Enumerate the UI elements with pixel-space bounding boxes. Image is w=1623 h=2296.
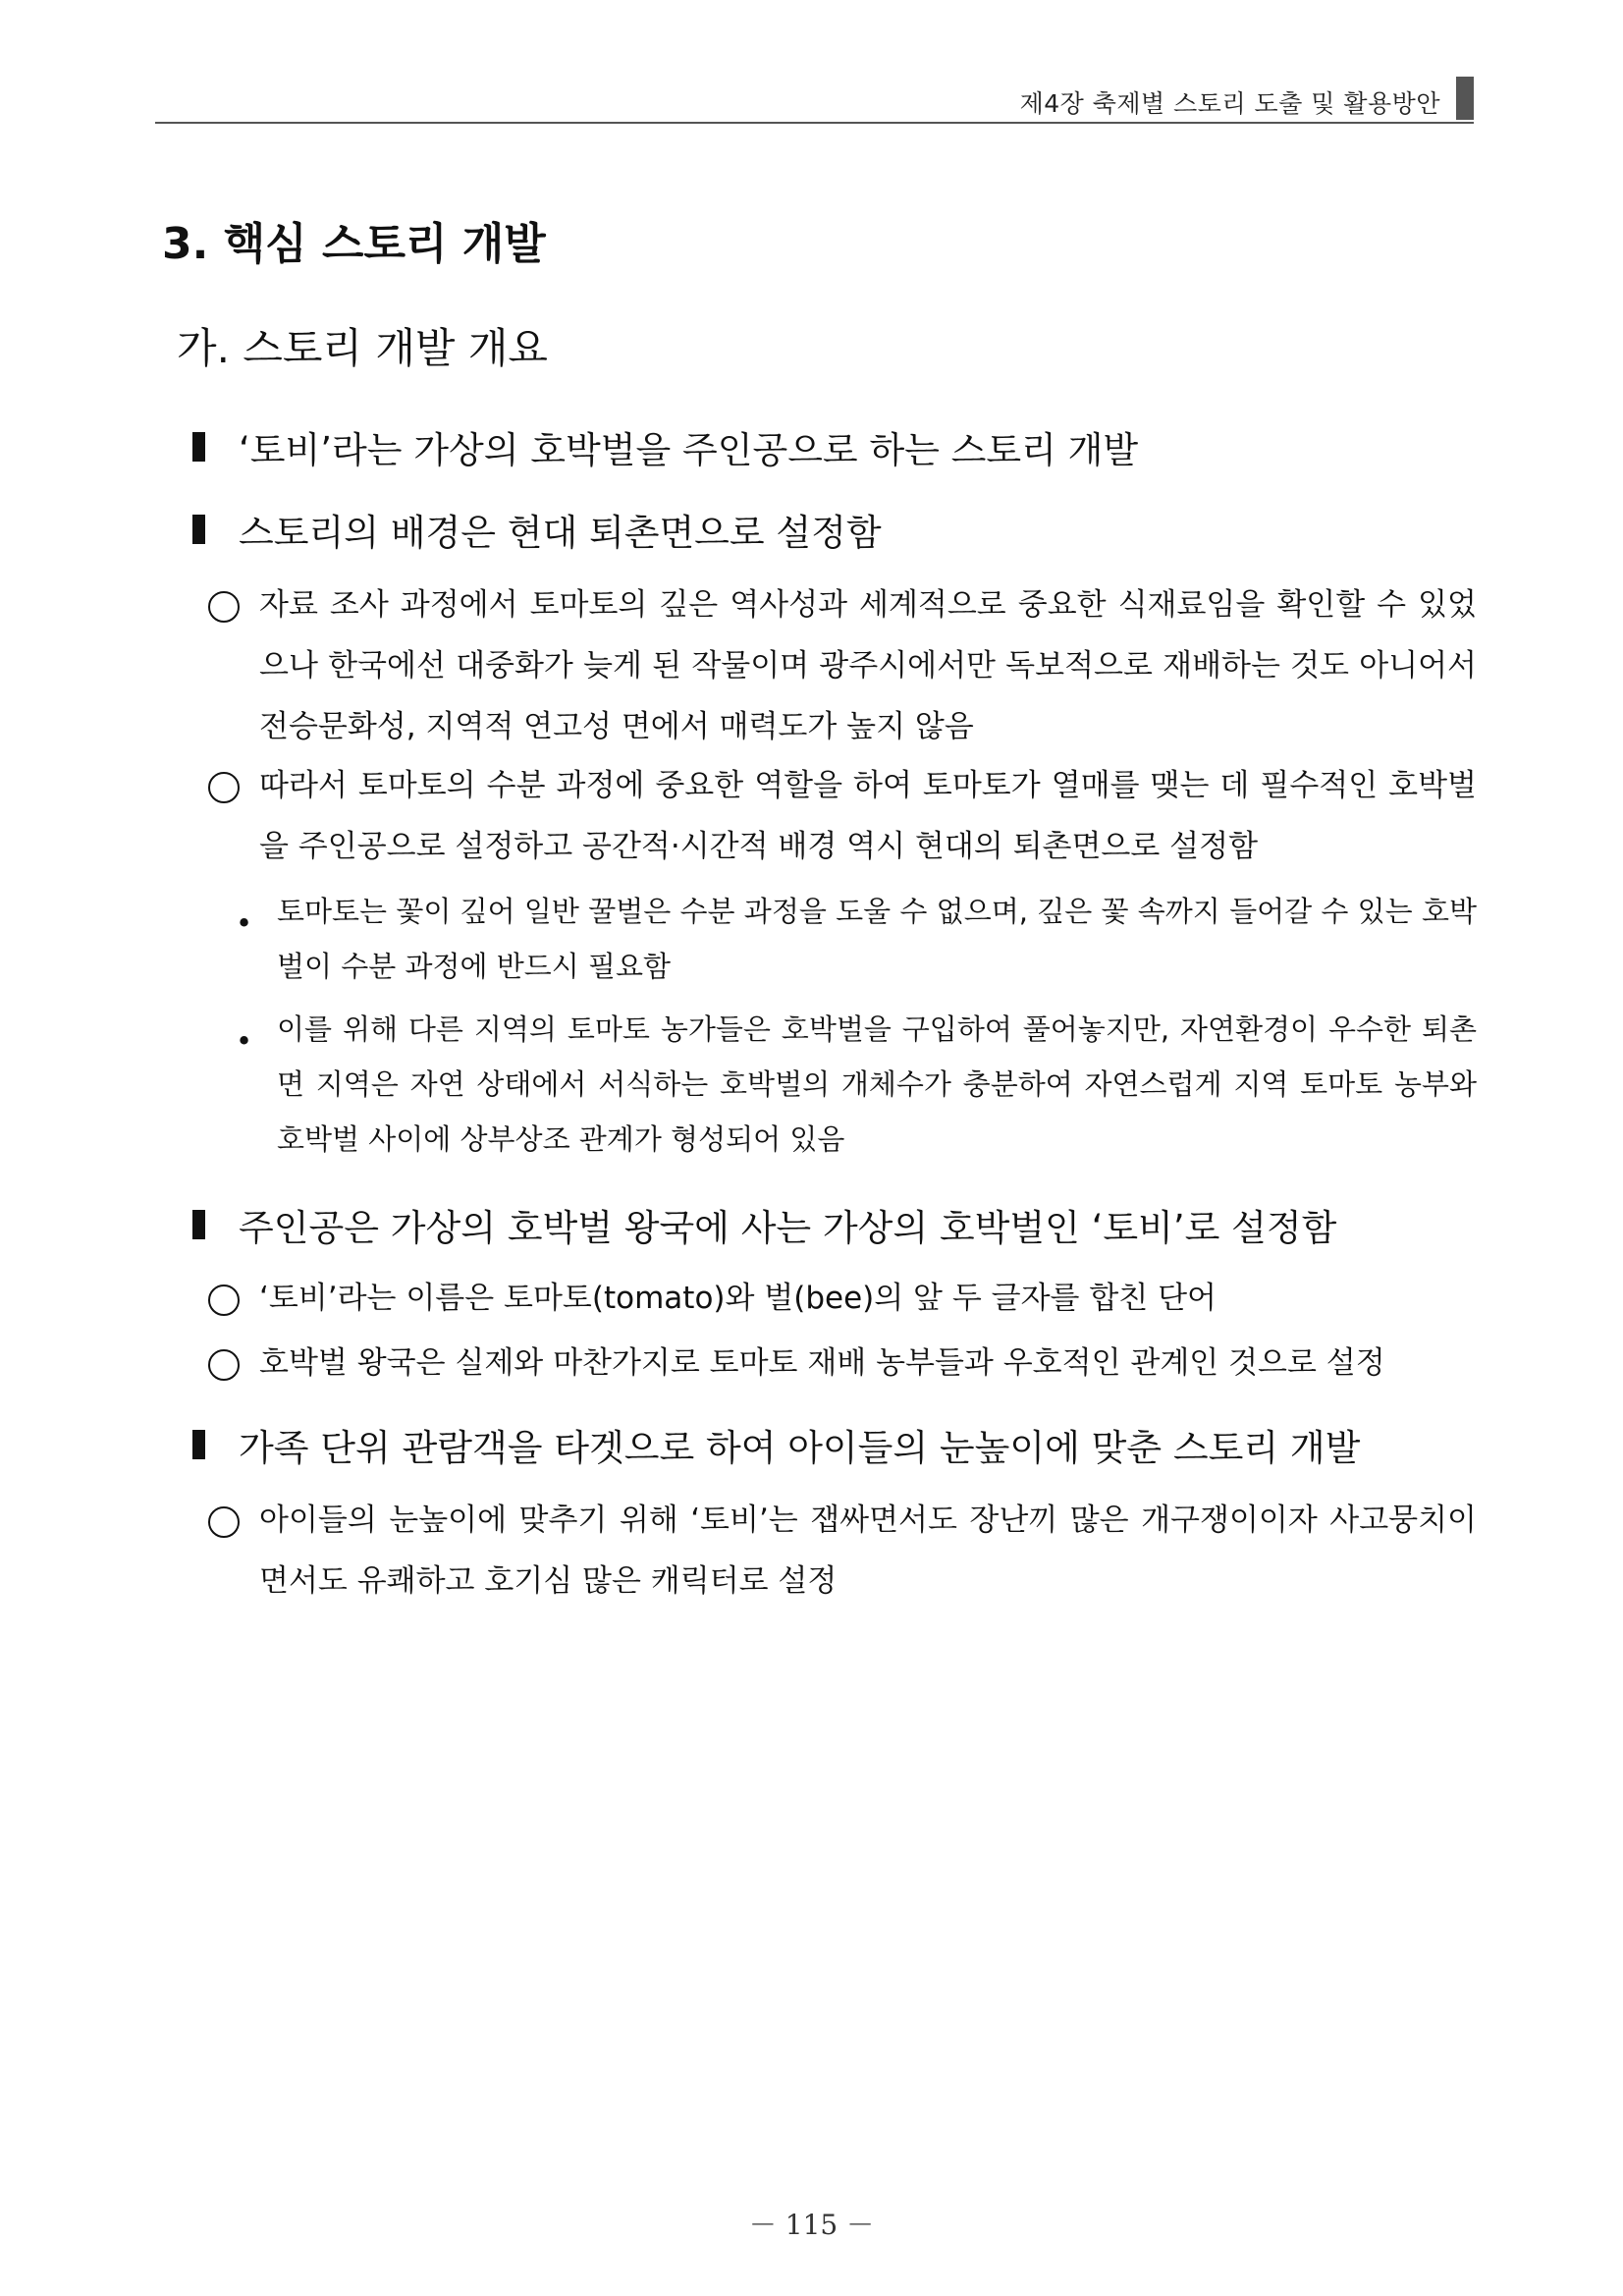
dot-bullet-icon: •: [236, 906, 253, 940]
block-item-4: [192, 1418, 1360, 1471]
dot-item-1: [236, 896, 1477, 994]
circle-bullet-icon: [208, 1285, 240, 1316]
square-bullet-icon: [192, 1430, 205, 1459]
block-item-text: 가족 단위 관람객을 타겟으로 하여 아이들의 눈높이에 맞춘 스토리 개발: [239, 1427, 1361, 1469]
circle-item-3: [208, 1281, 1477, 1329]
circle-item-1: [208, 587, 1477, 757]
circle-item-2: [208, 768, 1477, 877]
dot-item-text: 토마토는 꽃이 깊어 일반 꿀벌은 수분 과정을 도울 수 없으며, 깊은 꽃 속까지 들어갈 수 있는 호박벌이 수분 과정에 반드시 필요함: [277, 895, 1477, 983]
chapter-title: 제4장 축제별 스토리 도출 및 활용방안: [1019, 89, 1440, 118]
circle-item-text: ‘토비’라는 이름은 토마토(tomato)와 벌(bee)의 앞 두 글자를 합친 단어: [259, 1281, 1217, 1316]
circle-item-text: 따라서 토마토의 수분 과정에 중요한 역할을 하여 토마토가 열매를 맺는 데 필수적인 호박벌을 주인공으로 설정하고 공간적·시간적 배경 역시 현대의 퇴촌면으로 설정함: [259, 768, 1477, 864]
block-item-text: 스토리의 배경은 현대 퇴촌면으로 설정함: [239, 512, 882, 554]
dot-bullet-icon: •: [236, 1024, 253, 1058]
square-bullet-icon: [192, 515, 205, 544]
square-bullet-icon: [192, 1210, 205, 1239]
block-item-2: [192, 503, 882, 556]
circle-bullet-icon: [208, 1506, 240, 1538]
circle-bullet-icon: [208, 772, 240, 803]
circle-item-4: [208, 1345, 1477, 1394]
circle-item-text: 아이들의 눈높이에 맞추기 위해 ‘토비’는 잽싸면서도 장난끼 많은 개구쟁이이자 사고뭉치이면서도 유쾌하고 호기심 많은 캐릭터로 설정: [259, 1503, 1477, 1599]
running-header: [155, 75, 1474, 124]
dot-item-text: 이를 위해 다른 지역의 토마토 농가들은 호박벌을 구입하여 풀어놓지만, 자연환경이 우수한 퇴촌면 지역은 자연 상태에서 서식하는 호박벌의 개체수가 충분하여 자연스럽게 지역 토마토 농부와 호박벌 사이에 상부상조 관계가 형성되어 있음: [277, 1012, 1477, 1156]
square-bullet-icon: [192, 432, 205, 462]
block-item-3: [192, 1198, 1336, 1251]
subsection-title: 가. 스토리 개발 개요: [177, 324, 548, 372]
block-item-1: [192, 420, 1138, 473]
block-item-text: 주인공은 가상의 호박벌 왕국에 사는 가상의 호박벌인 ‘토비’로 설정함: [239, 1207, 1337, 1249]
circle-item-5: [208, 1503, 1477, 1612]
header-accent-bar: [1456, 77, 1474, 120]
circle-bullet-icon: [208, 591, 240, 623]
circle-item-text: 호박벌 왕국은 실제와 마찬가지로 토마토 재배 농부들과 우호적인 관계인 것으로 설정: [259, 1345, 1385, 1381]
dot-item-2: [236, 1013, 1477, 1167]
circle-bullet-icon: [208, 1349, 240, 1381]
page-number: － 115 －: [748, 2209, 875, 2241]
block-item-text: ‘토비’라는 가상의 호박벌을 주인공으로 하는 스토리 개발: [239, 429, 1139, 471]
circle-item-text: 자료 조사 과정에서 토마토의 깊은 역사성과 세계적으로 중요한 식재료임을 확인할 수 있었으나 한국에선 대중화가 늦게 된 작물이며 광주시에서만 독보적으로 재배하는 것도 아니어서 전승문화성, 지역적 연고성 면에서 매력도가 높지 않음: [259, 587, 1477, 744]
section-title: 3. 핵심 스토리 개발: [162, 219, 546, 269]
